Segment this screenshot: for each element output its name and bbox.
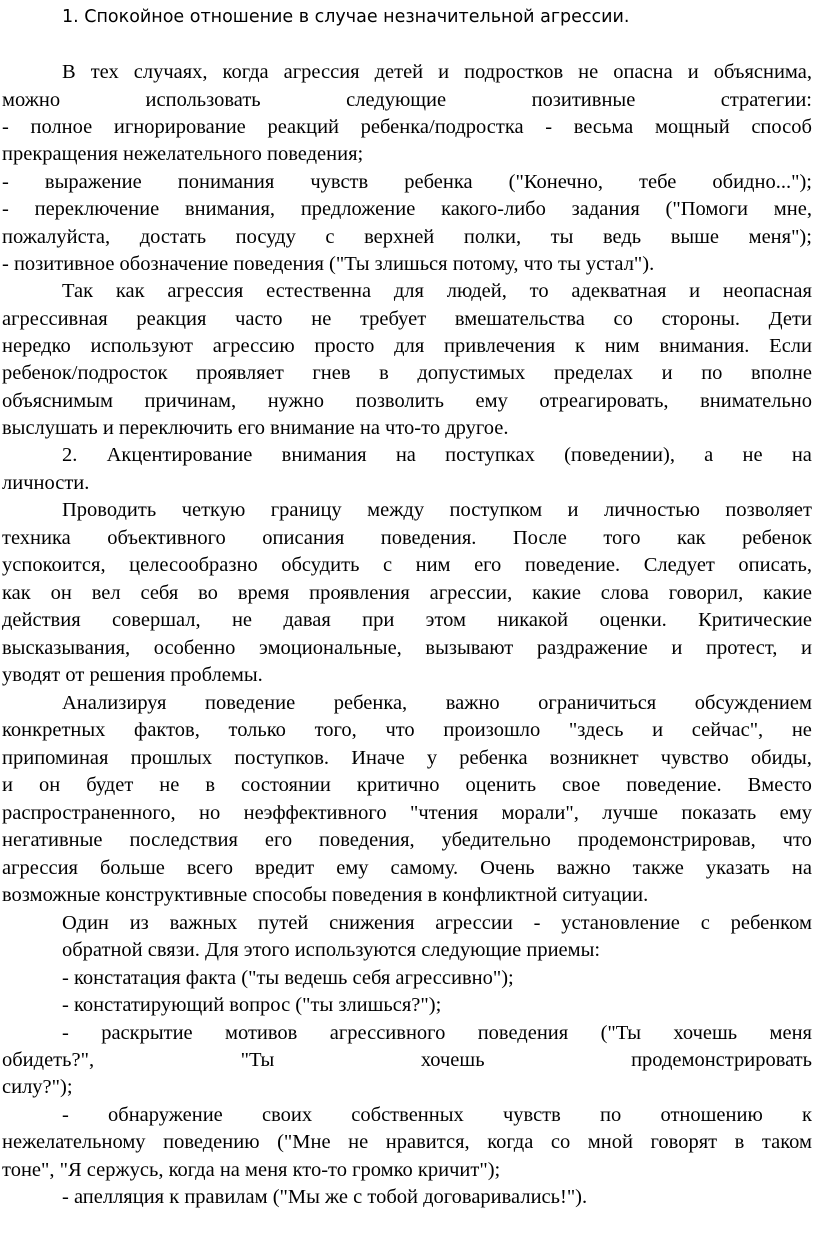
text-line: пожалуйста, достать посуду с верхней полки, ты ведь выше меня"); bbox=[2, 226, 812, 248]
text-line: Анализируя поведение ребенка, важно ограничиться обсуждением bbox=[62, 692, 812, 714]
text-line: - апелляция к правилам ("Мы же с тобой договаривались!"). bbox=[62, 1186, 588, 1208]
text-line: обидеть?", "Ты хочешь продемонстрировать bbox=[2, 1049, 812, 1071]
text-line: нежелательному поведению ("Мне не нравится, когда со мной говорят в таком bbox=[2, 1131, 812, 1153]
text-line: уводят от решения проблемы. bbox=[2, 664, 263, 686]
text-line: и он будет не в состоянии критично оценить свое поведение. Вместо bbox=[2, 774, 812, 796]
section-heading: 1. Спокойное отношение в случае незначительной агрессии. bbox=[62, 7, 630, 27]
text-line: - выражение понимания чувств ребенка ("Конечно, тебе обидно..."); bbox=[2, 171, 812, 193]
text-line: успокоится, целесообразно обсудить с ним его поведение. Следует описать, bbox=[2, 554, 812, 576]
text-line: - раскрытие мотивов агрессивного поведения ("Ты хочешь меня bbox=[62, 1022, 812, 1044]
text-line: Так как агрессия естественна для людей, то адекватная и неопасная bbox=[62, 280, 812, 302]
text-line: - переключение внимания, предложение какого-либо задания ("Помоги мне, bbox=[2, 198, 812, 220]
text-line: техника объективного описания поведения. После того как ребенок bbox=[2, 527, 812, 549]
text-line: нередко используют агрессию просто для привлечения к ним внимания. Если bbox=[2, 335, 812, 357]
text-line: В тех случаях, когда агрессия детей и подростков не опасна и объяснима, bbox=[62, 61, 812, 83]
text-line: Проводить четкую границу между поступком и личностью позволяет bbox=[62, 499, 812, 521]
text-line: - позитивное обозначение поведения ("Ты злишься потому, что ты устал"). bbox=[2, 253, 655, 275]
text-line: можно использовать следующие позитивные стратегии: bbox=[2, 89, 812, 111]
text-line: возможные конструктивные способы поведения в конфликтной ситуации. bbox=[2, 884, 649, 906]
text-line: агрессивная реакция часто не требует вмешательства со стороны. Дети bbox=[2, 308, 812, 330]
text-line: 2. Акцентирование внимания на поступках (поведении), а не на bbox=[62, 444, 812, 466]
text-line: припоминая прошлых поступков. Иначе у ребенка возникнет чувство обиды, bbox=[2, 747, 812, 769]
text-line: силу?"); bbox=[2, 1076, 73, 1098]
text-line: - полное игнорирование реакций ребенка/подростка - весьма мощный способ bbox=[2, 116, 812, 138]
text-line: - констатация факта ("ты ведешь себя агрессивно"); bbox=[62, 967, 514, 989]
text-line: агрессия больше всего вредит ему самому. Очень важно также указать на bbox=[2, 857, 812, 879]
text-line: обратной связи. Для этого используются следующие приемы: bbox=[62, 939, 601, 961]
text-line: - обнаружение своих собственных чувств по отношению к bbox=[62, 1104, 812, 1126]
text-line: Один из важных путей снижения агрессии - установление с ребенком bbox=[62, 912, 812, 934]
text-line: как он вел себя во время проявления агрессии, какие слова говорил, какие bbox=[2, 582, 812, 604]
text-line: выслушать и переключить его внимание на что-то другое. bbox=[2, 417, 509, 439]
text-line: личности. bbox=[2, 472, 90, 494]
text-line: негативные последствия его поведения, убедительно продемонстрировав, что bbox=[2, 829, 812, 851]
text-line: конкретных фактов, только того, что произошло "здесь и сейчас", не bbox=[2, 719, 812, 741]
text-line: действия совершал, не давая при этом никакой оценки. Критические bbox=[2, 609, 812, 631]
text-line: высказывания, особенно эмоциональные, вызывают раздражение и протест, и bbox=[2, 637, 812, 659]
text-line: объяснимым причинам, нужно позволить ему отреагировать, внимательно bbox=[2, 390, 812, 412]
text-line: тоне", "Я сержусь, когда на меня кто-то громко кричит"); bbox=[2, 1159, 501, 1181]
text-line: - констатирующий вопрос ("ты злишься?"); bbox=[62, 994, 442, 1016]
text-line: ребенок/подросток проявляет гнев в допустимых пределах и по вполне bbox=[2, 362, 812, 384]
text-line: распространенного, но неэффективного "чтения морали", лучше показать ему bbox=[2, 802, 812, 824]
text-line: прекращения нежелательного поведения; bbox=[2, 143, 364, 165]
